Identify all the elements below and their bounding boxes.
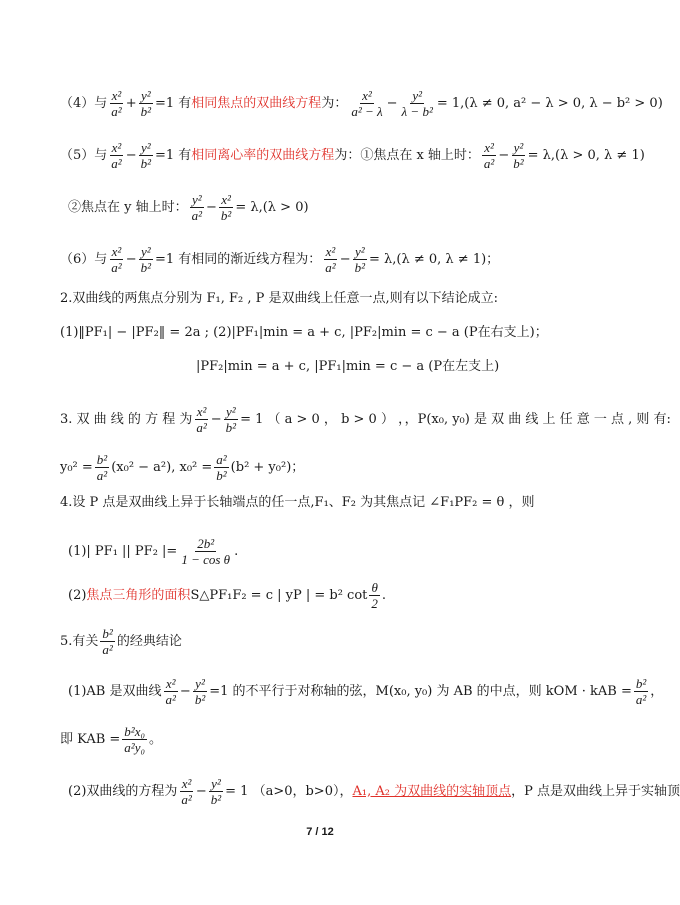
fraction: $\frac{\text{y²}}{\text{b²}}$ [210,776,222,807]
fraction: $\frac{\text{b²x₀}}{\text{a²y₀}}$ [124,724,145,755]
highlight-text: 相同离心率的双曲线方程 [191,147,335,163]
fraction: $\frac{\text{y²}}{\text{λ − b²}}$ [401,88,433,119]
highlight-text: 焦点三角形的面积 [86,587,191,603]
fraction: $\frac{\text{x²}}{\text{a²}}$ [325,244,336,275]
item-4: （4）与 $\frac{\text{x²}}{\text{a²}}$ + $\frac{\text{y²}}{\text{b²}}$ =1 有 相同焦点的双曲线方程 为： $\frac{\text{x²}}{\text{a² − λ}}$ − $\frac{\text{y²}}{\text{λ − b²}}$ = 1,(λ ≠ 0, a² − λ > 0, λ − b² > 0) [60,88,663,119]
fraction: $\frac{\text{y²}}{\text{b²}}$ [513,140,524,171]
page-number: 7 / 12 [306,826,334,838]
highlight-text: 相同焦点的双曲线方程 [191,95,322,111]
highlight-text: A₁, A₂ 为双曲线的实轴顶点 [352,783,512,799]
fraction: $\frac{\text{x²}}{\text{a² − λ}}$ [351,88,383,119]
fraction: $\frac{\text{x²}}{\text{b²}}$ [220,192,232,223]
fraction: $\frac{\text{y²}}{\text{b²}}$ [140,88,151,119]
section-5-heading: 5.有关 $\frac{\text{b²}}{\text{a²}}$ 的经典结论 [60,626,182,657]
fraction: $\frac{\text{x²}}{\text{a²}}$ [196,404,207,435]
section-2-result-1: (1)‖PF₁| − |PF₂‖ = 2a ; (2)|PF₁|min = a + c, |PF₂|min = c − a (P在右支上)； [60,325,548,340]
section-2-heading: 2.双曲线的两焦点分别为 F₁, F₂ , P 是双曲线上任意一点,则有以下结论成立: [60,291,499,306]
fraction: $\frac{\text{y²}}{\text{b²}}$ [225,404,237,435]
fraction: $\frac{\text{a²}}{\text{b²}}$ [216,452,227,483]
fraction: $\frac{\text{b²}}{\text{a²}}$ [102,626,113,657]
fraction: $\frac{\text{y²}}{\text{b²}}$ [194,676,206,707]
fraction: $\frac{\text{y²}}{\text{b²}}$ [140,244,151,275]
section-2-result-2: |PF₂|min = a + c, |PF₁|min = c − a (P在左支上) [196,359,500,374]
fraction: $\frac{\theta}{2}$ [371,580,378,611]
fraction: $\frac{\text{y²}}{\text{b²}}$ [140,140,151,171]
item-4-prefix: （4）与 [60,95,108,111]
section-4-formula-1: (1)| PF₁ || PF₂ |= $\frac{\text{2b²}}{\text{1 − cos θ}}$ . [68,536,239,567]
section-4-formula-2: (2) 焦点三角形的面积 S△PF₁F₂ = c | yP | = b² cot $\frac{\theta}{2}$ . [68,580,387,611]
fraction: $\frac{\text{2b²}}{\text{1 − cos θ}}$ [181,536,231,567]
section-3-heading: 3. 双 曲 线 的 方 程 为 $\frac{\text{x²}}{\text{a²}}$ − $\frac{\text{y²}}{\text{b²}}$ = 1 （ a > 0 ， b > 0 ） ，，P(x₀, y₀) 是 双 曲 线 上 任 意 一 点 , 则 有: [60,404,671,435]
item-6: （6）与 $\frac{\text{x²}}{\text{a²}}$ − $\frac{\text{y²}}{\text{b²}}$ =1 有相同的渐近线方程为： $\frac{\text{x²}}{\text{a²}}$ − $\frac{\text{y²}}{\text{b²}}$ = λ,(λ ≠ 0, λ ≠ 1)； [60,244,500,275]
section-5-result-1-cont: 即 KAB = $\frac{\text{b²x₀}}{\text{a²y₀}}$ 。 [60,724,162,755]
section-3-formula: y₀² = $\frac{\text{b²}}{\text{a²}}$ (x₀² − a²), x₀² = $\frac{\text{a²}}{\text{b²}}$ (b² + y₀²)； [60,452,305,483]
item-5-case-2: ②焦点在 y 轴上时： $\frac{\text{y²}}{\text{a²}}$ − $\frac{\text{x²}}{\text{b²}}$ = λ,(λ > 0) [68,192,309,223]
fraction: $\frac{\text{x²}}{\text{a²}}$ [111,140,122,171]
section-5-result-2: (2)双曲线的方程为 $\frac{\text{x²}}{\text{a²}}$ − $\frac{\text{y²}}{\text{b²}}$ = 1 （a>0，b>0）， A₁, A₂ 为双曲线的实轴顶点 ，P 点是双曲线上异于实轴顶 [68,776,680,807]
fraction: $\frac{\text{x²}}{\text{a²}}$ [111,244,122,275]
section-5-result-1: (1)AB 是双曲线 $\frac{\text{x²}}{\text{a²}}$ − $\frac{\text{y²}}{\text{b²}}$ =1 的不平行于对称轴的弦，M(x₀, y₀) 为 AB 的中点，则 kOM · kAB = $\frac{\text{b²}}{\text{a²}}$ ， [68,676,664,707]
section-4-heading: 4.设 P 点是双曲线上异于长轴端点的任一点,F₁、F₂ 为其焦点记 ∠F₁PF₂ = θ ，则 [60,495,535,510]
fraction: $\frac{\text{x²}}{\text{a²}}$ [181,776,192,807]
fraction: $\frac{\text{y²}}{\text{b²}}$ [354,244,366,275]
fraction: $\frac{\text{b²}}{\text{a²}}$ [635,676,647,707]
fraction: $\frac{\text{x²}}{\text{a²}}$ [483,140,495,171]
fraction: $\frac{\text{x²}}{\text{a²}}$ [165,676,176,707]
fraction: $\frac{\text{y²}}{\text{a²}}$ [191,192,203,223]
item-5: （5）与 $\frac{\text{x²}}{\text{a²}}$ − $\frac{\text{y²}}{\text{b²}}$ =1 有 相同离心率的双曲线方程 为：①焦点在 x 轴上时： $\frac{\text{x²}}{\text{a²}}$ − $\frac{\text{y²}}{\text{b²}}$ = λ,(λ > 0, λ ≠ 1) [60,140,645,171]
fraction: $\frac{\text{b²}}{\text{a²}}$ [96,452,108,483]
fraction: $\frac{\text{x²}}{\text{a²}}$ [111,88,122,119]
